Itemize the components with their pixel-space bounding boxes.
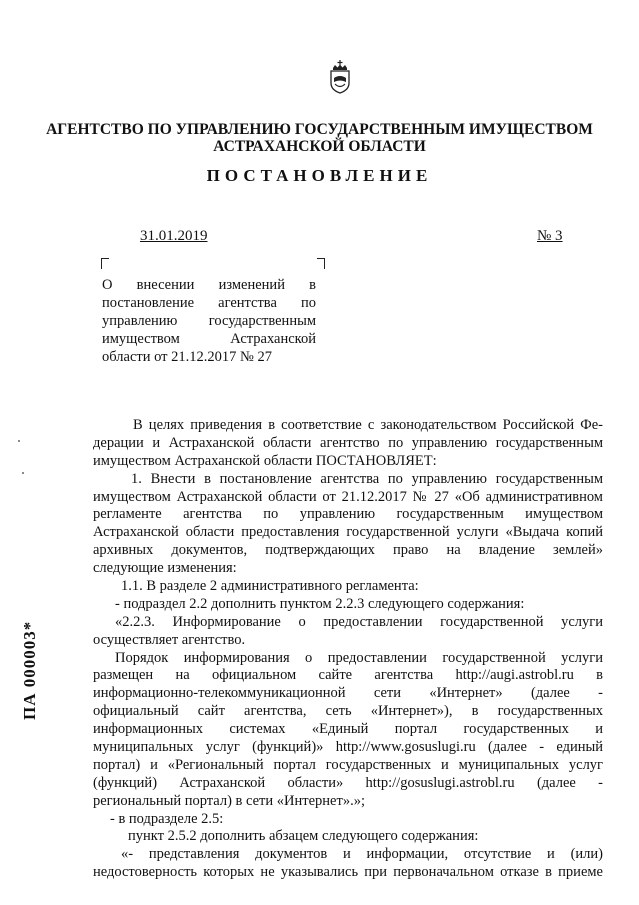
body-line: следующие изменения: xyxy=(93,560,237,577)
agency-name-line1: АГЕНТСТВО ПО УПРАВЛЕНИЮ ГОСУДАРСТВЕННЫМ ИМУЩЕСТВОМ xyxy=(46,121,593,138)
body-line: - подраздел 2.2 дополнить пунктом 2.2.3 следующего содержания: xyxy=(115,595,525,612)
subject-line: О внесении изменений в xyxy=(102,277,316,293)
body-line: Астраханской области предоставления государственной услуги «Выдача копий xyxy=(93,524,603,541)
subject-bracket-left xyxy=(101,258,109,269)
body-line: пункт 2.5.2 дополнить абзацем следующего содержания: xyxy=(128,828,479,845)
subject-line: области от 21.12.2017 № 27 xyxy=(102,349,272,365)
body-line: региональный портал) в сети «Интернет».»; xyxy=(93,792,365,809)
body-line: официальный сайт агентства, сеть «Интернет»), в государственных xyxy=(93,703,603,720)
body-line: имуществом Астраханской области от 21.12.2017 № 27 «Об административном xyxy=(93,488,603,505)
document-type-title: ПОСТАНОВЛЕНИЕ xyxy=(206,166,433,185)
agency-name-line2: АСТРАХАНСКОЙ ОБЛАСТИ xyxy=(213,138,426,155)
document-body xyxy=(93,417,603,882)
body-line: регламенте агентства по управлению государственным имуществом xyxy=(93,506,603,523)
body-line: В целях приведения в соответствие с законодательством Российской Фе- xyxy=(133,417,603,433)
body-line: - в подразделе 2.5: xyxy=(110,810,224,827)
subject-bracket-right xyxy=(317,258,325,269)
subject-line: управлению государственным xyxy=(102,313,316,329)
body-line: осуществляет агентство. xyxy=(93,631,246,648)
body-line: архивных документов, подтверждающих право на владение землей» xyxy=(93,542,603,559)
body-line: 1.1. В разделе 2 административного регламента: xyxy=(121,578,419,595)
body-line: 1. Внести в постановление агентства по управлению государственным xyxy=(131,470,603,487)
body-line: «- представления документов и информации, отсутствие и (или) xyxy=(121,846,603,863)
body-line: дерации и Астраханской области агентство по управлению государственным xyxy=(93,434,603,451)
document-date: 31.01.2019 xyxy=(140,228,208,244)
body-line: информационных системах «Единый портал государственных и xyxy=(93,721,603,738)
body-line: Порядок информирования о предоставлении государственной услуги xyxy=(115,649,603,666)
subject-line: постановление агентства по xyxy=(102,295,316,311)
subject-line: имуществом Астраханской xyxy=(102,331,316,347)
side-serial-stamp: ПА 000003* xyxy=(20,620,39,720)
document-number: № 3 xyxy=(537,228,563,244)
coat-of-arms-icon xyxy=(328,60,352,94)
body-line: имуществом Астраханской области ПОСТАНОВЛЯЕТ: xyxy=(93,452,437,469)
body-line: недостоверность которых не указывались при первоначальном отказе в приеме xyxy=(93,864,603,881)
body-line: муниципальных услуг (функций)» http://www.gosuslugi.ru (далее - единый xyxy=(93,739,603,756)
scan-speck xyxy=(18,440,20,442)
document-subject xyxy=(102,276,316,366)
scan-speck xyxy=(22,472,24,474)
body-line: информационно-телекоммуникационной сети «Интернет» (далее - xyxy=(93,685,603,702)
body-line: «2.2.3. Информирование о предоставлении государственной услуги xyxy=(115,613,603,630)
body-line: (функций) Астраханской области» http://gosuslugi.astrobl.ru (далее - xyxy=(93,774,603,791)
body-line: размещен на официальном сайте агентства http://augi.astrobl.ru в xyxy=(93,667,603,684)
body-line: портал) и «Региональный портал государственных и муниципальных услуг xyxy=(93,756,603,773)
